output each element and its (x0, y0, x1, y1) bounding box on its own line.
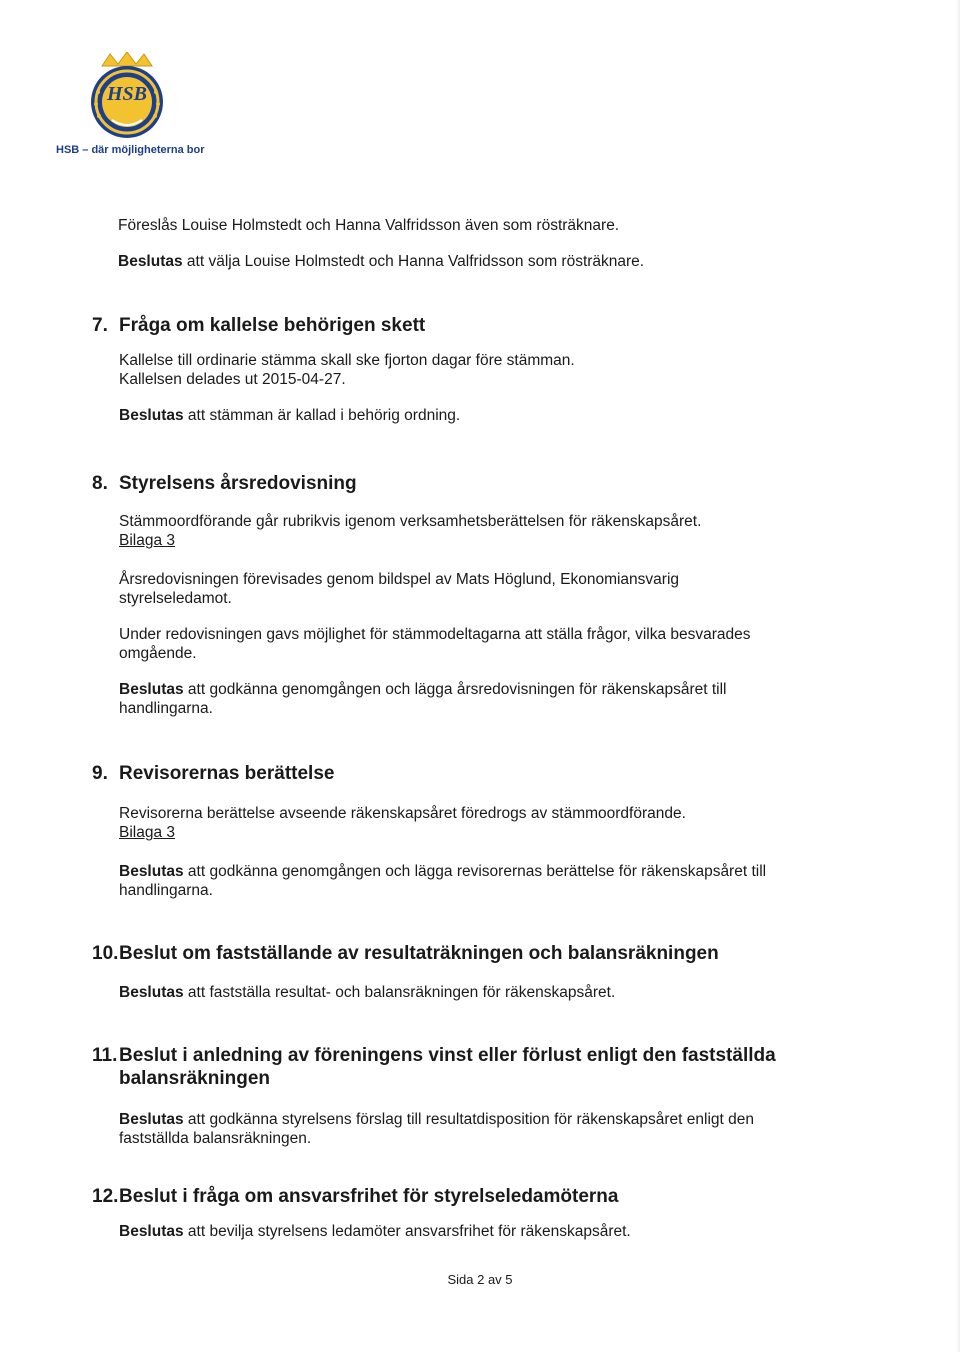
section-number: 12. (92, 1186, 119, 1207)
section-title: Styrelsens årsredovisning (119, 473, 357, 494)
section-decision (119, 1110, 809, 1148)
section-number: 8. (92, 473, 108, 494)
section-paragraph: Under redovisningen gavs möjlighet för stämmodeltagarna att ställa frågor, vilka besvarades omgående. (119, 626, 751, 662)
section-10 (92, 942, 872, 1019)
section-8 (92, 472, 872, 735)
section-number: 7. (92, 315, 108, 336)
section-paragraph (119, 512, 872, 550)
bilaga-link[interactable]: Bilaga 3 (119, 532, 176, 549)
section-decision (119, 1222, 872, 1241)
section-decision (119, 680, 779, 718)
decision-text: att välja Louise Holmstedt och Hanna Valfridsson som rösträknare. (182, 253, 645, 270)
logo-tagline: HSB – där möjligheterna bor (56, 144, 205, 156)
section-heading (92, 762, 872, 785)
section-decision (119, 983, 872, 1002)
decision-text: att bevilja styrelsens ledamöter ansvarsfrihet för räkenskapsåret. (183, 1223, 631, 1240)
decision-keyword: Beslutas (119, 1223, 184, 1240)
section-title: Beslut om fastställande av resultaträkningen och balansräkningen (119, 943, 719, 964)
section-heading (92, 942, 872, 965)
decision-text: att fastställa resultat- och balansräkningen för räkenskapsåret. (183, 984, 616, 1001)
section-11 (92, 1044, 872, 1165)
decision-keyword: Beslutas (119, 1111, 184, 1128)
section-9 (92, 762, 872, 917)
logo-monogram: HSB (106, 83, 148, 105)
section-heading (92, 1185, 872, 1208)
section-number: 11. (92, 1045, 118, 1066)
decision-text: att godkänna genomgången och lägga revisorernas berättelse för räkenskapsåret till handlingarna. (119, 863, 767, 899)
decision-text: att stämman är kallad i behörig ordning. (183, 407, 461, 424)
section-paragraph (119, 804, 872, 842)
decision-keyword: Beslutas (118, 253, 183, 270)
intro-block (118, 216, 878, 288)
section-12 (92, 1185, 872, 1258)
section-number: 10. (92, 943, 119, 964)
section-decision (119, 406, 872, 425)
bilaga-link[interactable]: Bilaga 3 (119, 824, 176, 841)
section-decision (119, 862, 809, 900)
section-heading (92, 472, 872, 495)
section-paragraph: Kallelse till ordinarie stämma skall ske fjorton dagar före stämman. Kallelsen delades ut 2015-04-27. (119, 352, 575, 388)
decision-keyword: Beslutas (119, 984, 184, 1001)
page-number: Sida 2 av 5 (447, 1272, 513, 1287)
section-title: Beslut i anledning av föreningens vinst eller förlust enligt den fastställda balansräkningen (119, 1045, 776, 1089)
section-heading (92, 314, 872, 337)
decision-keyword: Beslutas (119, 407, 184, 424)
decision-text: att godkänna styrelsens förslag till resultatdisposition för räkenskapsåret enligt den fastställda balansräkningen. (119, 1111, 754, 1147)
section-number: 9. (92, 763, 108, 784)
hsb-logo (56, 52, 206, 162)
decision-text: att godkänna genomgången och lägga årsredovisningen för räkenskapsåret till handlingarna. (119, 681, 727, 717)
decision-keyword: Beslutas (119, 863, 184, 880)
intro-proposal: Föreslås Louise Holmstedt och Hanna Valfridsson även som rösträknare. (118, 217, 620, 234)
paragraph-text: Stämmoordförande går rubrikvis igenom verksamhetsberättelsen för räkenskapsåret. (119, 513, 702, 530)
intro-decision (118, 252, 878, 271)
section-title: Beslut i fråga om ansvarsfrihet för styrelseledamöterna (119, 1186, 619, 1207)
section-heading (92, 1044, 812, 1090)
paragraph-text: Revisorerna berättelse avseende räkenskapsåret föredrogs av stämmoordförande. (119, 805, 686, 822)
section-title: Revisorernas berättelse (119, 763, 335, 784)
decision-keyword: Beslutas (119, 681, 184, 698)
section-paragraph: Årsredovisningen förevisades genom bildspel av Mats Höglund, Ekonomiansvarig styrelseledamot. (119, 571, 680, 607)
section-title: Fråga om kallelse behörigen skett (119, 315, 426, 336)
section-7 (92, 314, 872, 442)
scan-edge (956, 0, 960, 1352)
